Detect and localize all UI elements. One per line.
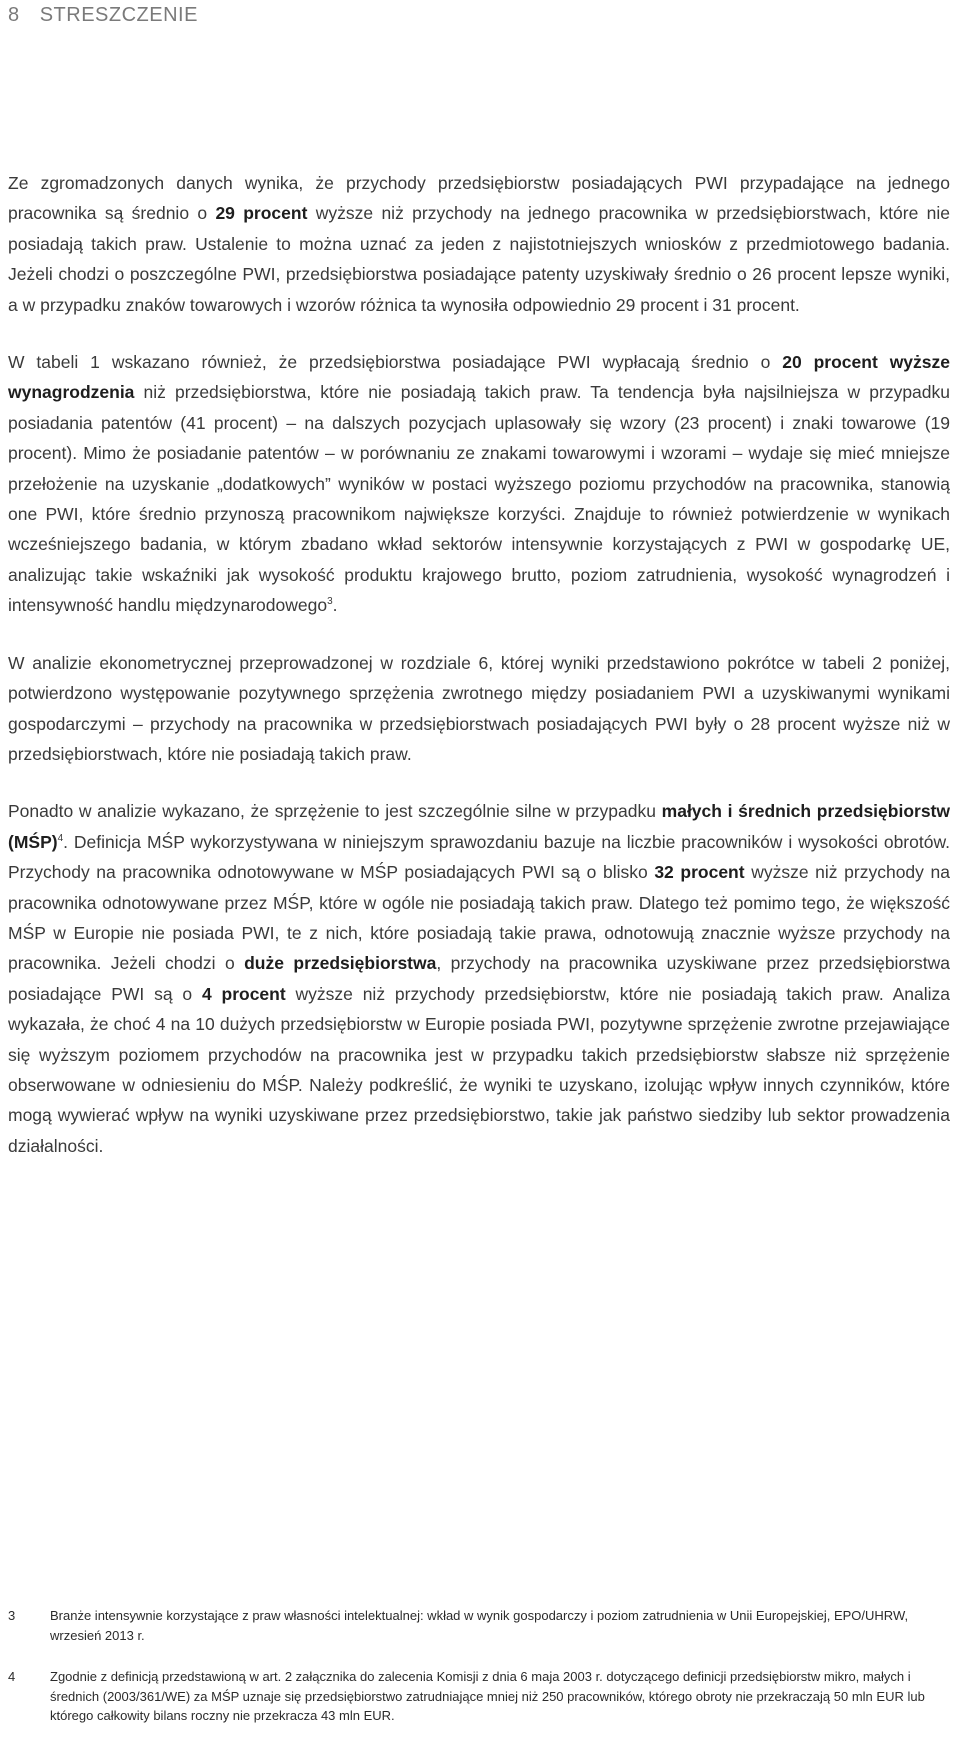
footnotes (8, 1606, 960, 1748)
body-text (8, 168, 950, 1188)
footnote-4 (8, 1667, 960, 1726)
text-run: Ze zgromadzonych danych wynika, że przychody przedsiębiorstw posiadających PWI przypadające na jednego pracownika są średnio o (8, 173, 950, 224)
text-run: wyższe niż przychody na jednego pracownika w przedsiębiorstwach, które nie posiadają takich praw. Ustalenie to można uznać za jeden z najistotniejszych wniosków z przedmiotowego badania. Jeżeli chodzi o poszczególne PWI, przedsiębiorstwa posiadające patenty uzyskiwały średnio o 26 procent lepsze wyniki, a w przypadku znaków towarowych i wzorów różnica ta wynosiła odpowiednio 29 procent i 31 procent. (8, 203, 951, 315)
footnote-ref: 4 (57, 832, 64, 844)
text-run: . (332, 595, 338, 616)
page-number: 8 (8, 4, 20, 26)
text-run: , przychody na pracownika uzyskiwane przez przedsiębiorstwa posiadające PWI są o (8, 953, 950, 1004)
text-run: W tabeli 1 wskazano również, że przedsiębiorstwa posiadające PWI wypłacają średnio o (8, 352, 783, 373)
page-header (8, 4, 198, 27)
footnote-3 (8, 1606, 960, 1645)
footnote-text: Branże intensywnie korzystające z praw własności intelektualnej: wkład w wynik gospodarczy i poziom zatrudnienia w Unii Europejskiej, EPO/UHRW, wrzesień 2013 r. (50, 1608, 909, 1643)
text-run: W analizie ekonometrycznej przeprowadzonej w rozdziale 6, której wyniki przedstawiono pokrótce w tabeli 2 poniżej, potwierdzono występowanie pozytywnego sprzężenia zwrotnego między posiadaniem PWI a uzyskiwanymi wynikami gospodarczymi – przychody na pracownika w przedsiębiorstwach posiadających PWI były o 28 procent wyższe niż w przedsiębiorstwach, które nie posiadają takich praw. (8, 652, 950, 764)
footnote-number: 4 (8, 1669, 16, 1684)
footnote-ref: 3 (327, 596, 333, 608)
text-run: wyższe niż przychody na pracownika odnotowywane przez MŚP, które w ogóle nie posiadają takich praw. Dlatego też pomimo tego, że większość MŚP w Europie nie posiada PWI, te z nich, które posiadają takie prawa, odnotowują znacznie wyższe przychody na pracownika. Jeżeli chodzi o (8, 862, 950, 974)
text-run: Ponadto w analizie wykazano, że sprzężenie to jest szczególnie silne w przypadku (8, 801, 662, 822)
bold-phrase: 32 procent (654, 862, 745, 883)
paragraph-1 (8, 168, 950, 320)
bold-phrase: 4 procent (201, 983, 286, 1004)
text-run: wyższe niż przychody przedsiębiorstw, które nie posiadają takich praw. Analiza wykazała, że choć 4 na 10 dużych przedsiębiorstw w Europie posiada PWI, pozytywne sprzężenie zwrotne przejawiające się wyższym poziomem przychodów na pracownika jest w przypadku takich przedsiębiorstw słabsze niż sprzężenie obserwowane w odniesieniu do MŚP. Należy podkreślić, że wyniki te uzyskano, izolując wpływ innych czynników, które mogą wywierać wpływ na wyniki uzyskiwane przez przedsiębiorstwo, takie jak państwo siedziby lub sektor prowadzenia działalności. (8, 983, 950, 1156)
bold-phrase: duże przedsiębiorstwa (244, 953, 437, 974)
section-title: STRESZCZENIE (39, 4, 198, 26)
text-run: . Definicja MŚP wykorzystywana w niniejszym sprawozdaniu bazuje na liczbie pracowników i wysokości obrotów. Przychody na pracownika odnotowywane w MŚP posiadających PWI są o blisko (8, 831, 950, 883)
bold-phrase: 29 procent (215, 203, 308, 224)
footnote-number: 3 (8, 1608, 16, 1623)
paragraph-3 (8, 648, 950, 770)
paragraph-2 (8, 347, 950, 621)
text-run: niż przedsiębiorstwa, które nie posiadają takich praw. Ta tendencja była najsilniejsza w przypadku posiadania patentów (41 procent) – na dalszych pozycjach uplasowały się wzory (23 procent) i znaki towarowe (19 procent). Mimo że posiadanie patentów – w porównaniu ze znakami towarowymi i wzorami – wydaje się mieć mniejsze przełożenie na uzyskanie „dodatkowych” wyników w postaci wyższego poziomu przychodów na pracownika, stanowią one PWI, które średnio przynoszą pracownikom największe korzyści. Znajduje to również potwierdzenie w wynikach wcześniejszego badania, w którym zbadano wkład sektorów intensywnie korzystających z PWI w gospodarkę UE, analizując takie wskaźniki jak wysokość produktu krajowego brutto, poziom zatrudnienia, wysokość wynagrodzeń i intensywność handlu międzynarodowego (8, 382, 950, 616)
bold-phrase: małych i średnich przedsiębiorstw (MŚP) (8, 801, 950, 852)
footnote-text: Zgodnie z definicją przedstawioną w art. 2 załącznika do zalecenia Komisji z dnia 6 maja 2003 r. dotyczącego definicji przedsiębiorstw mikro, małych i średnich (2003/361/WE) za MŚP uznaje się przedsiębiorstwo zatrudniające mniej niż 250 pracowników, którego obroty nie przekraczają 50 mln EUR lub którego całkowity bilans roczny nie przekracza 43 mln EUR. (50, 1669, 925, 1723)
bold-phrase: 20 procent wyższe wynagrodzenia (8, 352, 951, 403)
paragraph-4 (8, 796, 950, 1161)
